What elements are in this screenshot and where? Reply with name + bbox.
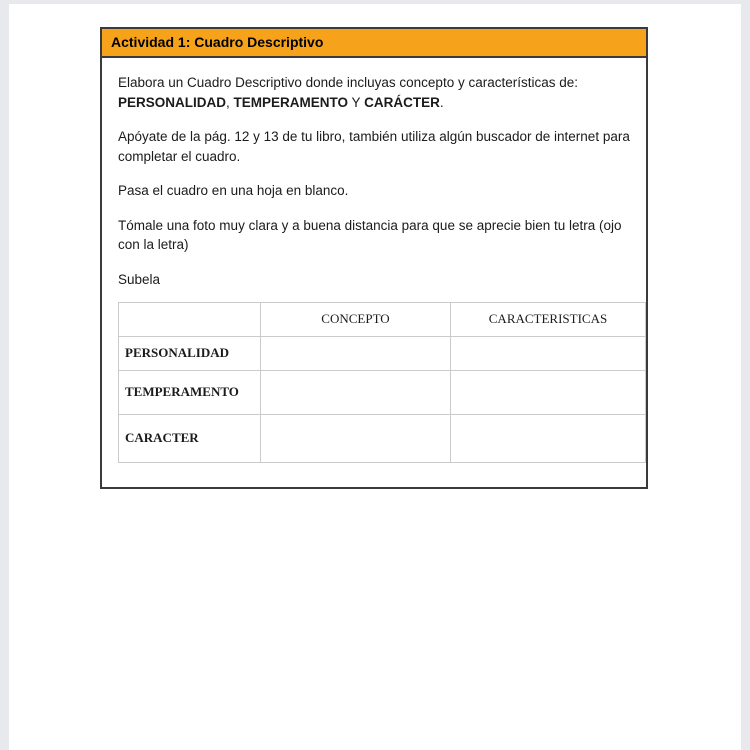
instruction-paragraph-1: [118, 73, 630, 112]
instruction-paragraph-4: Tómale una foto muy clara y a buena distancia para que se aprecie bien tu letra (ojo con la letra): [118, 217, 622, 253]
descriptive-table: [118, 302, 646, 463]
cell-personalidad-concepto: [261, 336, 451, 370]
row-label-personalidad: PERSONALIDAD: [119, 336, 261, 370]
document-page: [9, 4, 741, 750]
cell-temperamento-concepto: [261, 370, 451, 414]
row-label-temperamento: TEMPERAMENTO: [119, 370, 261, 414]
p1-term-temperamento: TEMPERAMENTO: [233, 94, 349, 110]
instruction-paragraph-2: Apóyate de la pág. 12 y 13 de tu libro, también utiliza algún buscador de internet para completar el cuadro.: [118, 129, 630, 164]
table-header-concepto: CONCEPTO: [261, 302, 451, 336]
table-row: [119, 370, 646, 414]
cell-personalidad-caracteristicas: [451, 336, 646, 370]
activity-header: [102, 29, 646, 58]
cell-caracter-concepto: [261, 414, 451, 462]
p1-term-caracter: CARÁCTER: [364, 94, 440, 110]
cell-caracter-caracteristicas: [451, 414, 646, 462]
table-row: [119, 336, 646, 370]
table-header-caracteristicas: CARACTERISTICAS: [451, 302, 646, 336]
table-row: [119, 414, 646, 462]
activity-title: Actividad 1: Cuadro Descriptivo: [111, 34, 324, 50]
row-label-caracter: CARACTER: [119, 414, 261, 462]
table-header-row: [119, 302, 646, 336]
activity-content: [102, 58, 646, 487]
table-header-empty: [119, 302, 261, 336]
instruction-paragraph-5: Subela: [118, 271, 161, 287]
instruction-paragraph-3: Pasa el cuadro en una hoja en blanco.: [118, 183, 349, 199]
p1-period: .: [439, 94, 444, 110]
p1-term-personalidad: PERSONALIDAD: [118, 94, 227, 110]
activity-box: [100, 27, 648, 489]
p1-intro-text: Elabora un Cuadro Descriptivo donde incluyas concepto y características de:: [118, 75, 578, 90]
cell-temperamento-caracteristicas: [451, 370, 646, 414]
p1-separator-2: Y: [348, 94, 365, 110]
p1-separator-1: ,: [226, 94, 234, 110]
